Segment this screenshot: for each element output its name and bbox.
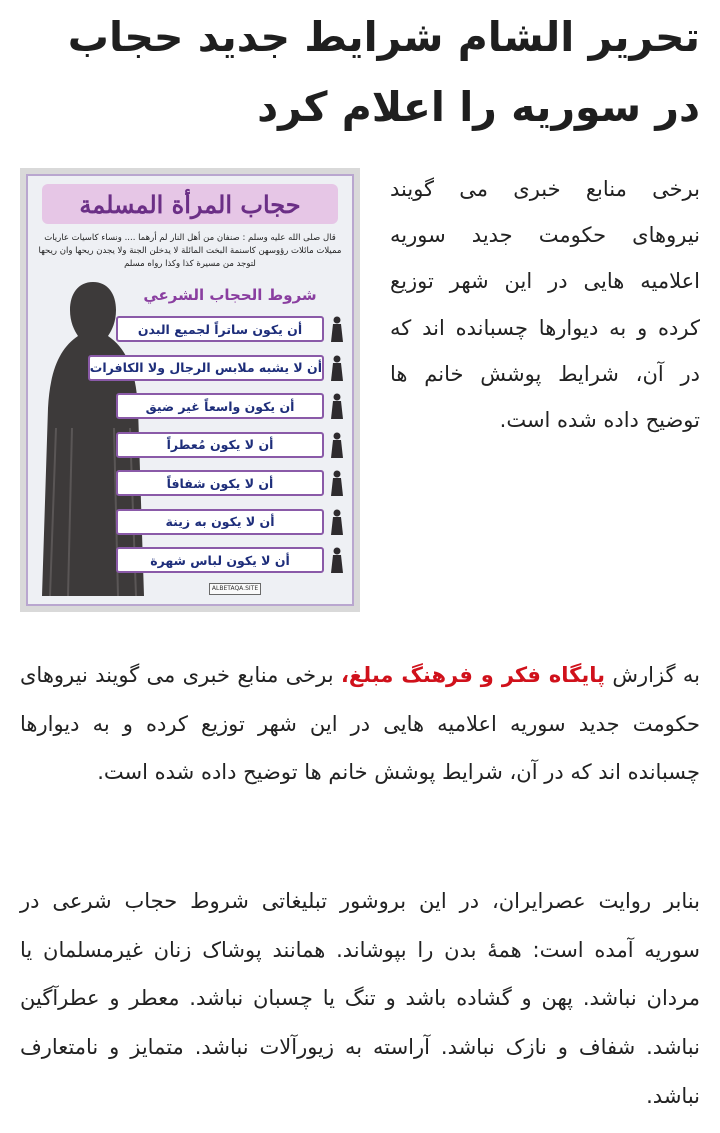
hijab-rule — [116, 314, 344, 344]
veiled-figure-icon — [330, 547, 344, 573]
hijab-rule-text: أن يكون ساتراً لجميع البدن — [116, 316, 324, 342]
veiled-figure-icon — [330, 509, 344, 535]
poster-footer-label: ALBETAQA.SITE — [209, 583, 261, 595]
hijab-rule — [116, 391, 344, 421]
hijab-rule-text: أن يكون واسعاً غير ضيق — [116, 393, 324, 419]
hijab-rule — [89, 353, 344, 383]
paragraph-text: به گزارش — [605, 663, 700, 687]
hijab-rules-list — [89, 314, 344, 584]
article-paragraph: بنابر روایت عصرایران، در این بروشور تبلیغاتی شروط حجاب شرعی در سوریه آمده است: همهٔ بدن را بپوشاند. همانند پوشاک زنان غیرمسلمان یا مردان نباشد. پهن و گشاده باشد و تنگ یا چسبان نباشد. معطر و عطرآگین نباشد. شفاف و نازک نباشد. آراسته به زیورآلات نباشد. متمایز و نامتعارف نباشد. — [20, 889, 700, 1108]
veiled-figure-icon — [330, 470, 344, 496]
hijab-rule — [116, 430, 344, 460]
hijab-rule-text: أن لا يكون لباس شهرة — [116, 547, 324, 573]
hijab-rule-text: أن لا يكون به زينة — [116, 509, 324, 535]
hijab-rule — [116, 545, 344, 575]
paragraph-text: برخی منابع خبری می گویند نیروهای حکومت جدید سوریه اعلامیه هایی در این شهر توزیع کرده و به دیوارها چسبانده اند که در آن، شرایط پوشش خانم ها توضیح داده شده است. — [20, 663, 700, 785]
veiled-figure-icon — [330, 393, 344, 419]
hijab-rule-text: أن لا يكون شفافاً — [116, 470, 324, 496]
article-headline: تحریر الشام شرایط جدید حجاب در سوریه را اعلام کرد — [67, 13, 700, 131]
veiled-figure-icon — [330, 316, 344, 342]
hijab-poster — [26, 174, 354, 606]
article-lead: برخی منابع خبری می گویند نیروهای حکومت جدید سوریه اعلامیه هایی در این شهر توزیع کرده و به دیوارها چسبانده اند که در آن، شرایط پوشش خانم ها توضیح داده شده است. — [390, 177, 700, 433]
poster-subtitle: شروط الحجاب الشرعي — [143, 286, 317, 304]
poster-footer — [178, 582, 292, 596]
poster-title: حجاب المرأة المسلمة — [79, 189, 301, 219]
veiled-figure-icon — [330, 355, 344, 381]
hijab-rule-text: أن لا يشبه ملابس الرجال ولا الكافرات — [88, 355, 324, 381]
article-image[interactable] — [20, 168, 360, 612]
veiled-figure-icon — [330, 432, 344, 458]
source-link[interactable]: پایگاه فکر و فرهنگ مبلغ، — [340, 663, 605, 687]
poster-title-band — [42, 184, 338, 224]
hijab-rule-text: أن لا يكون مُعطراً — [116, 432, 324, 458]
hijab-rule — [116, 507, 344, 537]
hijab-rule — [116, 468, 344, 498]
article-paragraph — [20, 651, 700, 797]
poster-hadith: قال صلى الله عليه وسلم : صنفان من أهل النار لم أرهما .... ونساء كاسيات عاريات مميلات مائلات رؤوسهن كاسنمة البخت المائلة لا يدخلن الجنة ولا يجدن ريحها وان ريحها لتوجد من مسيرة كذا وكذا رواه مسلم — [38, 233, 342, 269]
